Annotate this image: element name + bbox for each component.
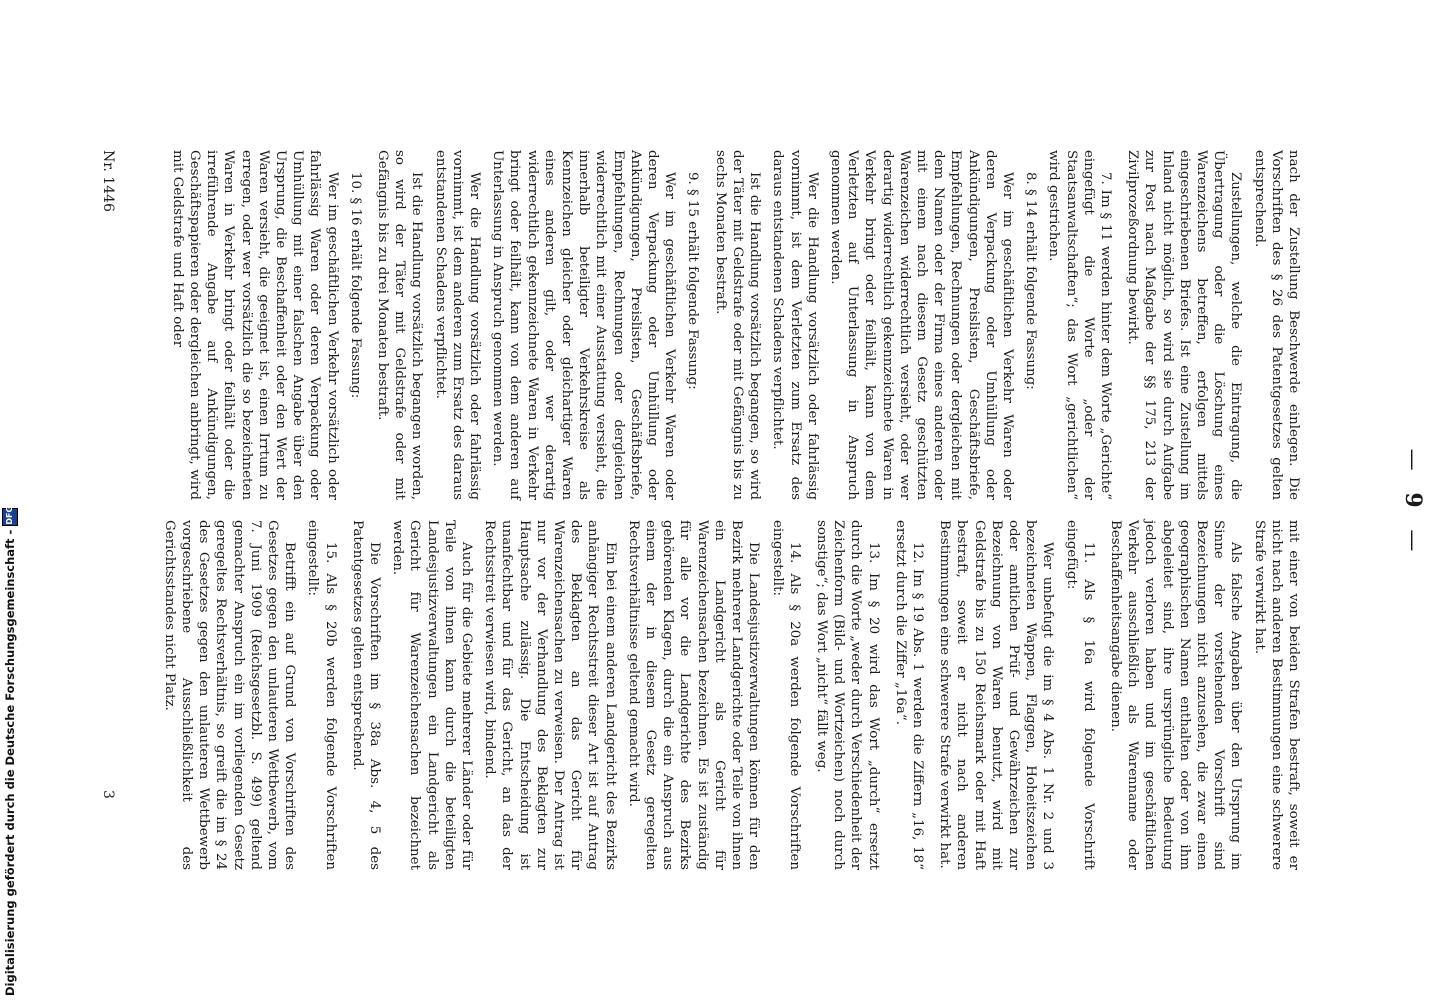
dfg-logo-icon: DFG: [2, 508, 18, 526]
section-heading: 13. Im § 20 wird das Wort „durch“ ersetzt durch die Worte „weder durch Verschiedenheit der Zeichenform (Bild- und Wortzeichen) noch durch sonstige“; das Wort „nicht“ fällt weg.: [813, 520, 881, 870]
footer-sheet-number: 3: [100, 790, 116, 799]
section-heading: 11. Als § 16a wird folgende Vorschrift eingefügt:: [1063, 520, 1096, 870]
paragraph: Betrifft ein auf Grund von Vorschriften des Gesetzes gegen den unlauteren Wettbewerb, vom 7. Juni 1909 (Reichsgesetzbl. S. 499) geltend gemachter Anspruch ein im vorliegenden Gesetz geregeltes Rechtsverhältnis, so greift die im § 24 des Gesetzes gegen den unlauteren Wettbewerb vorgeschriebene Ausschließlichkeit des Gerichtsstandes nicht Platz.: [161, 520, 298, 870]
page-header: [1400, 0, 1426, 1000]
funding-note: Digitalisierung gefördert durch die Deutsche Forschungsgemeinschaft -: [3, 529, 17, 996]
left-column: [163, 150, 1302, 500]
paragraph: Wer die Handlung vorsätzlich oder fahrlässig vornimmt, ist dem Verletzten zum Ersatz des daraus entstandenen Schadens verpflichtet.: [770, 150, 820, 500]
paragraph: Wer im geschäftlichen Verkehr Waren oder deren Verpackung oder Umhüllung oder Ankündigungen, Preislisten, Geschäftsbriefe, Empfehlungen, Rechnungen oder dergleichen mit dem Namen oder der Firma eines anderen oder mit einem nach diesem Gesetz geschützten Warenzeichen widerrechtlich versieht, oder wer derartig widerrechtlich gekennzeichnete Waren in Verkehr bringt oder feilhält, kann von dem Verletzten auf Unterlassung in Anspruch genommen werden.: [827, 150, 1015, 500]
paragraph: Wer die Handlung vorsätzlich oder fahrlässig vornimmt, ist dem anderen zum Ersatz des daraus entstandenen Schadens verpflichtet.: [432, 150, 483, 500]
paragraph: Ein bei einem anderen Landgericht des Bezirks anhängiger Rechtsstreit dieser Art ist auf Antrag des Beklagten an das Gericht für Warenzeichensachen zu verweisen. Der Antrag ist nur vor der Verhandlung des Beklagten zur Hauptsache zulässig. Die Entscheidung ist unanfechtbar und für das Gericht, an das der Rechtsstreit verwiesen wird, bindend.: [482, 520, 618, 870]
paragraph: Ist die Handlung vorsätzlich begangen worden, so wird der Täter mit Geldstrafe oder mit Gefängnis bis zu drei Monaten bestraft.: [375, 150, 425, 500]
funding-sidebar: [2, 505, 18, 996]
section-heading: 10. § 16 erhält folgende Fassung:: [347, 172, 363, 399]
section-heading: 12. Im § 19 Abs. 1 werden die Ziffern „16, 18“ ersetzt durch die Ziffer „16a“.: [892, 520, 925, 870]
section-heading: 9. § 15 erhält folgende Fassung:: [685, 172, 701, 390]
section-heading: 15. Als § 20b werden folgende Vorschriften eingestellt:: [305, 520, 338, 870]
paragraph: Die Landesjustizverwaltungen können für den Bezirk mehrerer Landgerichte oder Teile von ihnen ein Landgericht als Gericht für Warenzeichensachen bezeichnen. Es ist zuständig für alle vor die Landgerichte des Bezirks gehörenden Klagen, durch die ein Anspruch aus einem der in diesem Gesetz geregelten Rechtsverhältnisse geltend gemacht wird.: [625, 520, 762, 870]
paragraph: Wer im geschäftlichen Verkehr vorsätzlich oder fahrlässig Waren oder deren Verpackung oder Umhüllung mit einer falschen Angabe über den Ursprung, die Beschaffenheit oder den Wert der Waren versieht, die geeignet ist, einen Irrtum zu erregen, oder wer vorsätzlich die so bezeichneten Waren in Verkehr bringt oder feilhält oder die irreführende Angabe auf Ankündigungen, Geschäftspapieren oder dergleichen anbringt, wird mit Geldstrafe und Haft oder: [169, 150, 340, 500]
paragraph: Die Vorschriften im § 38a Abs. 4, 5 des Patentgesetzes gelten entsprechend.: [349, 520, 383, 870]
paragraph: Als falsche Angaben über den Ursprung im Sinne der vorstehenden Vorschrift sind Bezeichnungen nicht anzusehen, die zwar einen geographischen Namen enthalten oder von ihm abgeleitet sind, ihre ursprüngliche Bedeutung jedoch verloren haben und im geschäftlichen Verkehr ausschließlich als Warenname oder Beschaffenheitsangabe dienen.: [1107, 520, 1244, 870]
paragraph: nach der Zustellung Beschwerde einlegen. Die Vorschriften des § 26 des Patentgesetzes gelten entsprechend.: [1251, 150, 1301, 500]
paragraph: Auch für die Gebiete mehrerer Länder oder für Teile von ihnen kann durch die beteiligten Landesjustizverwaltungen ein Landgericht als Gericht für Warenzeichensachen bezeichnet werden.: [390, 520, 475, 870]
header-dash-left: —: [1400, 448, 1425, 471]
paragraph: Wer unbefugt die im § 4 Abs. 1 Nr. 2 und 3 bezeichneten Wappen, Flaggen, Hoheitszeichen oder amtlichen Prüf- und Gewährzeichen zur Bezeichnung von Waren benutzt, wird mit Geldstrafe bis zu 150 Reichsmark oder mit Haft bestraft, soweit er nicht nach anderen Bestimmungen eine schwerere Strafe verwirkt hat.: [937, 520, 1056, 870]
section-heading: 7. Im § 11 werden hinter dem Worte „Gerichte“ eingefügt die Worte „oder der Staatsanwaltschaften“; das Wort „gerichtlichen“ wird gestrichen.: [1046, 150, 1113, 500]
section-heading: 8. § 14 erhält folgende Fassung:: [1023, 172, 1039, 390]
footer-issue-number: Nr. 1446: [100, 150, 116, 212]
header-dash-right: —: [1400, 529, 1425, 552]
paragraph: Ist die Handlung vorsätzlich begangen, so wird der Täter mit Geldstrafe oder mit Gefängnis bis zu sechs Monaten bestraft.: [712, 150, 763, 500]
section-heading: 14. Als § 20a werden folgende Vorschriften eingestellt:: [769, 520, 802, 870]
paragraph: mit einer von beiden Strafen bestraft, soweit er nicht nach anderen Bestimmungen eine schwerere Strafe verwirkt hat.: [1251, 520, 1301, 870]
paragraph: Wer im geschäftlichen Verkehr Waren oder deren Verpackung oder Umhüllung oder Ankündigungen, Preislisten, Geschäftsbriefe, Empfehlungen, Rechnungen oder dergleichen widerrechtlich mit einer Ausstattung versieht, die innerhalb beteiligter Verkehrskreise als Kennzeichen gleicher oder gleichartiger Waren eines anderen gilt, oder wer derartig widerrechtlich gekennzeichnete Waren in Verkehr bringt oder feilhält, kann von dem anderen auf Unterlassung in Anspruch genommen werden.: [490, 150, 678, 500]
page-number: 9: [1400, 492, 1426, 508]
paragraph: Zustellungen, welche die Eintragung, die Übertragung oder die Löschung eines Warenzeichens betreffen, erfolgen mittels eingeschriebenen Briefes. Ist eine Zustellung im Inland nicht möglich, so wird sie durch Aufgabe zur Post nach Maßgabe der §§ 175, 213 der Zivilprozeßordnung bewirkt.: [1125, 150, 1244, 500]
right-column: [155, 520, 1302, 870]
